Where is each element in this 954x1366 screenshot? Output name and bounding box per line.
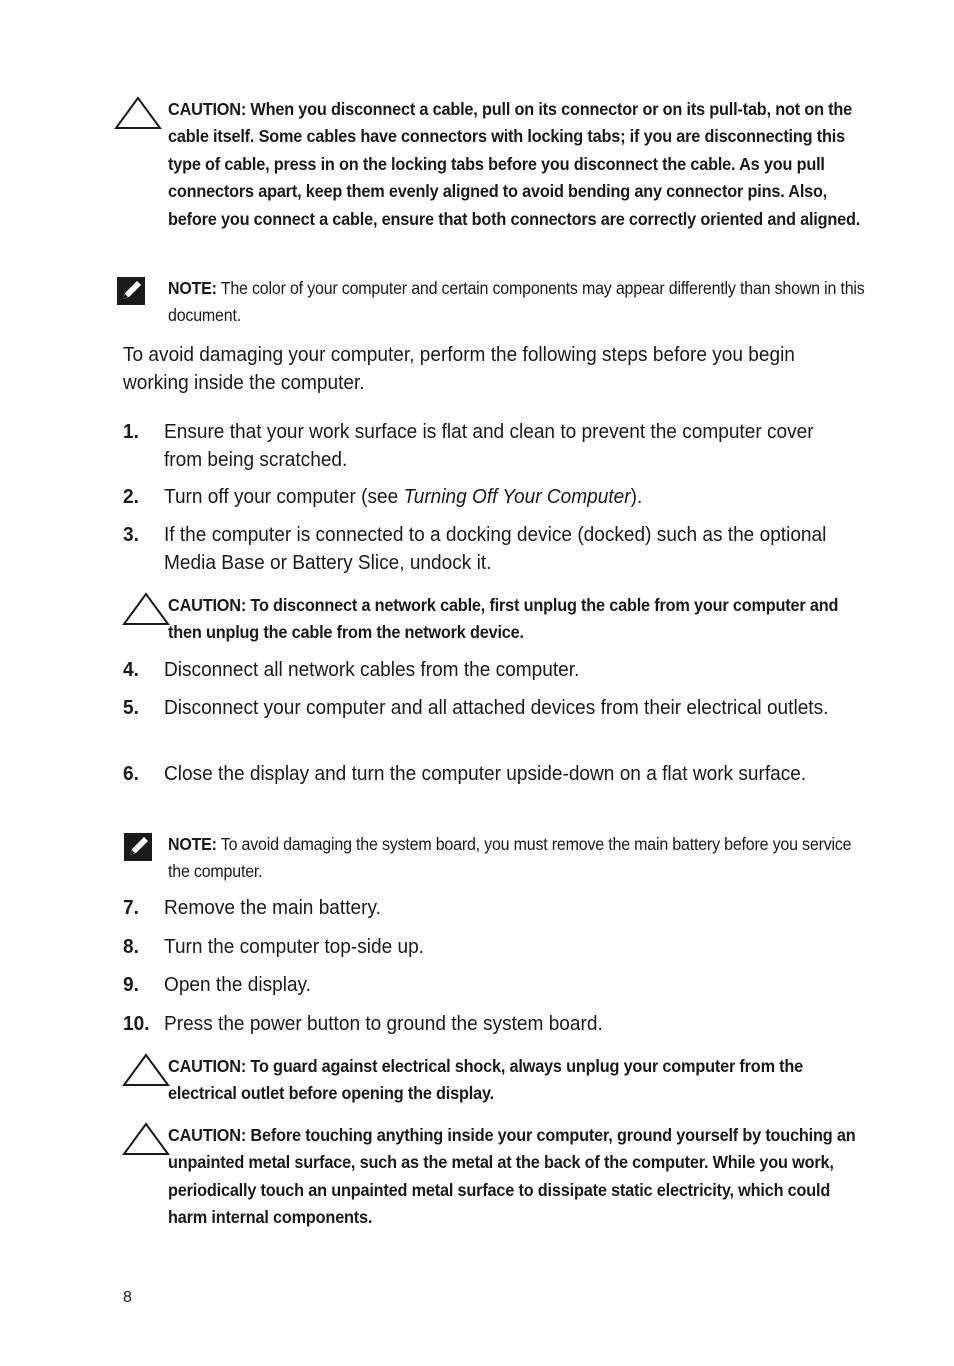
caution-triangle-icon (122, 592, 170, 626)
caution-text: Before touching anything inside your computer, ground yourself by touching an unpainted metal surface, such as the metal at the back of the computer. While you work, periodically touch an unpainted metal surface to dissipate static electricity, which could harm internal components. (168, 1125, 856, 1228)
intro-paragraph: To avoid damaging your computer, perform the following steps before you begin working inside the computer. (123, 343, 795, 394)
caution-text: When you disconnect a cable, pull on its connector or on its pull-tab, not on the cable itself. Some cables have connectors with locking tabs; if you are disconnecting this type of cable, press in on the locking tabs before you disconnect the cable. As you pull connectors apart, keep them evenly aligned to avoid bending any connector pins. Also, before you connect a cable, ensure that both connectors are correctly oriented and aligned. (168, 99, 861, 229)
step-number: 9. (123, 973, 139, 996)
step-number: 8. (123, 935, 139, 958)
step-number: 6. (123, 762, 139, 785)
note-text: The color of your computer and certain components may appear differently than shown in this document. (168, 278, 865, 325)
step-text: Press the power button to ground the system board. (164, 1012, 603, 1035)
note-label: NOTE: (168, 278, 217, 298)
step-text: Disconnect all network cables from the computer. (164, 658, 580, 681)
step-text: Close the display and turn the computer upside-down on a flat work surface. (164, 762, 807, 785)
note-pencil-icon (124, 833, 154, 863)
caution-triangle-icon (114, 96, 162, 130)
note-pencil-icon (117, 277, 147, 307)
caution-triangle-icon (122, 1122, 170, 1156)
note-label: NOTE: (168, 834, 217, 854)
step-number: 1. (123, 420, 139, 443)
caution-label: CAUTION: (168, 1125, 247, 1145)
caution-triangle-icon (122, 1053, 170, 1087)
caution-label: CAUTION: (168, 595, 247, 615)
step-number: 7. (123, 896, 139, 919)
caution-label: CAUTION: (168, 1056, 247, 1076)
caution-text: To disconnect a network cable, first unplug the cable from your computer and then unplug the cable from the network device. (168, 595, 839, 643)
step-text: If the computer is connected to a docking device (docked) such as the optional Media Base or Battery Slice, undock it. (164, 523, 827, 574)
step-text: Turn off your computer (see Turning Off Your Computer). (164, 485, 643, 508)
step-text: Ensure that your work surface is flat and clean to prevent the computer cover from being scratched. (164, 420, 814, 471)
step-number: 5. (123, 696, 139, 719)
cross-reference-link[interactable]: Turning Off Your Computer (403, 485, 631, 508)
step-number: 2. (123, 485, 139, 508)
step-text: Open the display. (164, 973, 311, 996)
step-text: Remove the main battery. (164, 896, 381, 919)
page-number: 8 (123, 1289, 132, 1306)
step-text: Disconnect your computer and all attached devices from their electrical outlets. (164, 696, 829, 719)
step-number: 3. (123, 523, 139, 546)
caution-text: To guard against electrical shock, always unplug your computer from the electrical outlet before opening the display. (168, 1056, 804, 1104)
step-number: 4. (123, 658, 139, 681)
note-text: To avoid damaging the system board, you must remove the main battery before you service the computer. (168, 834, 852, 881)
step-text: Turn the computer top-side up. (164, 935, 424, 958)
step-number: 10. (123, 1012, 150, 1035)
caution-label: CAUTION: (168, 99, 247, 119)
